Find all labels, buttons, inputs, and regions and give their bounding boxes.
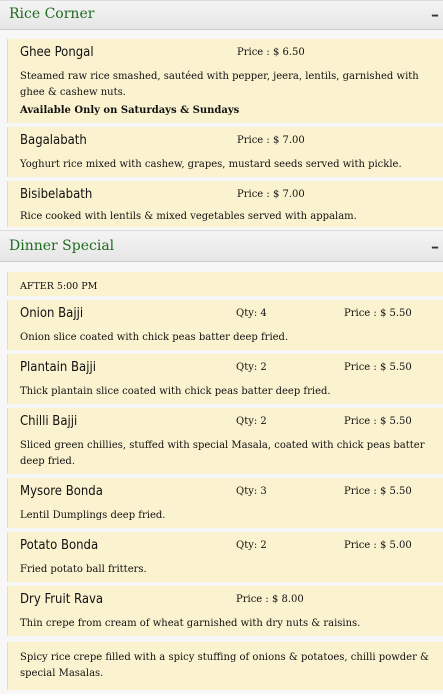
item-qty: Qty: 2 [236, 540, 267, 551]
after-time-card [7, 272, 443, 296]
menu-item-card [7, 408, 443, 474]
item-description: Fried potato ball fritters. [20, 564, 147, 575]
item-name: Potato Bonda [20, 538, 99, 553]
item-description: Sliced green chillies, stuffed with special Masala, coated with chick peas batter deep fried. [20, 440, 425, 467]
menu-item-card [7, 586, 443, 636]
item-description: Thin crepe from cream of wheat garnished with dry nuts & raisins. [20, 618, 361, 629]
menu-item-card [7, 354, 443, 404]
dinner-special-list [0, 262, 443, 694]
item-price: Price : $ 5.50 [344, 416, 412, 427]
item-qty: Qty: 2 [236, 362, 267, 373]
item-description: Rice cooked with lentils & mixed vegetables served with appalam. [20, 211, 357, 222]
item-qty: Qty: 4 [236, 308, 267, 319]
item-name: Chilli Bajji [20, 414, 78, 429]
availability-note: Available Only on Saturdays & Sundays [20, 105, 240, 116]
menu-item-card [7, 181, 443, 227]
collapse-icon[interactable]: – [431, 237, 439, 256]
item-description: Lentil Dumplings deep fried. [20, 510, 166, 521]
item-name: Onion Bajji [20, 306, 84, 321]
rice-corner-list [0, 30, 443, 230]
item-price: Price : $ 5.50 [344, 486, 412, 497]
item-price: Price : $ 5.00 [344, 540, 412, 551]
item-name: Ghee Pongal [20, 45, 94, 60]
section-header-rice-corner[interactable] [0, 0, 443, 30]
item-price: Price : $ 6.50 [237, 47, 305, 58]
menu-item-card [7, 532, 443, 582]
section-header-dinner-special[interactable] [0, 230, 443, 262]
item-qty: Qty: 3 [236, 486, 267, 497]
item-name: Bagalabath [20, 133, 87, 148]
item-name: Mysore Bonda [20, 484, 103, 499]
section-title: Rice Corner [9, 6, 95, 22]
item-description: Onion slice coated with chick peas batter deep fried. [20, 332, 289, 343]
item-description: Spicy rice crepe filled with a spicy stuffing of onions & potatoes, chilli powder & special Masalas. [20, 652, 429, 679]
menu-item-card [7, 478, 443, 528]
item-price: Price : $ 7.00 [237, 135, 305, 146]
item-description: Thick plantain slice coated with chick peas batter deep fried. [20, 386, 331, 397]
section-title: Dinner Special [9, 238, 115, 254]
menu-item-card [7, 642, 443, 690]
menu-item-card [7, 300, 443, 350]
item-price: Price : $ 7.00 [237, 189, 305, 200]
item-qty: Qty: 2 [236, 416, 267, 427]
menu-item-card [7, 127, 443, 177]
collapse-icon[interactable]: – [431, 5, 439, 24]
item-name: Bisibelabath [20, 187, 93, 202]
item-description: Yoghurt rice mixed with cashew, grapes, mustard seeds served with pickle. [20, 159, 402, 170]
item-price: Price : $ 5.50 [344, 362, 412, 373]
item-description: Steamed raw rice smashed, sautéed with pepper, jeera, lentils, garnished with ghee & cashew nuts. [20, 71, 419, 98]
time-note: AFTER 5:00 PM [20, 281, 98, 292]
item-name: Plantain Bajji [20, 360, 96, 375]
item-price: Price : $ 5.50 [344, 308, 412, 319]
menu-item-card [7, 39, 443, 123]
item-name: Dry Fruit Rava [20, 592, 104, 607]
item-price: Price : $ 8.00 [236, 594, 304, 605]
